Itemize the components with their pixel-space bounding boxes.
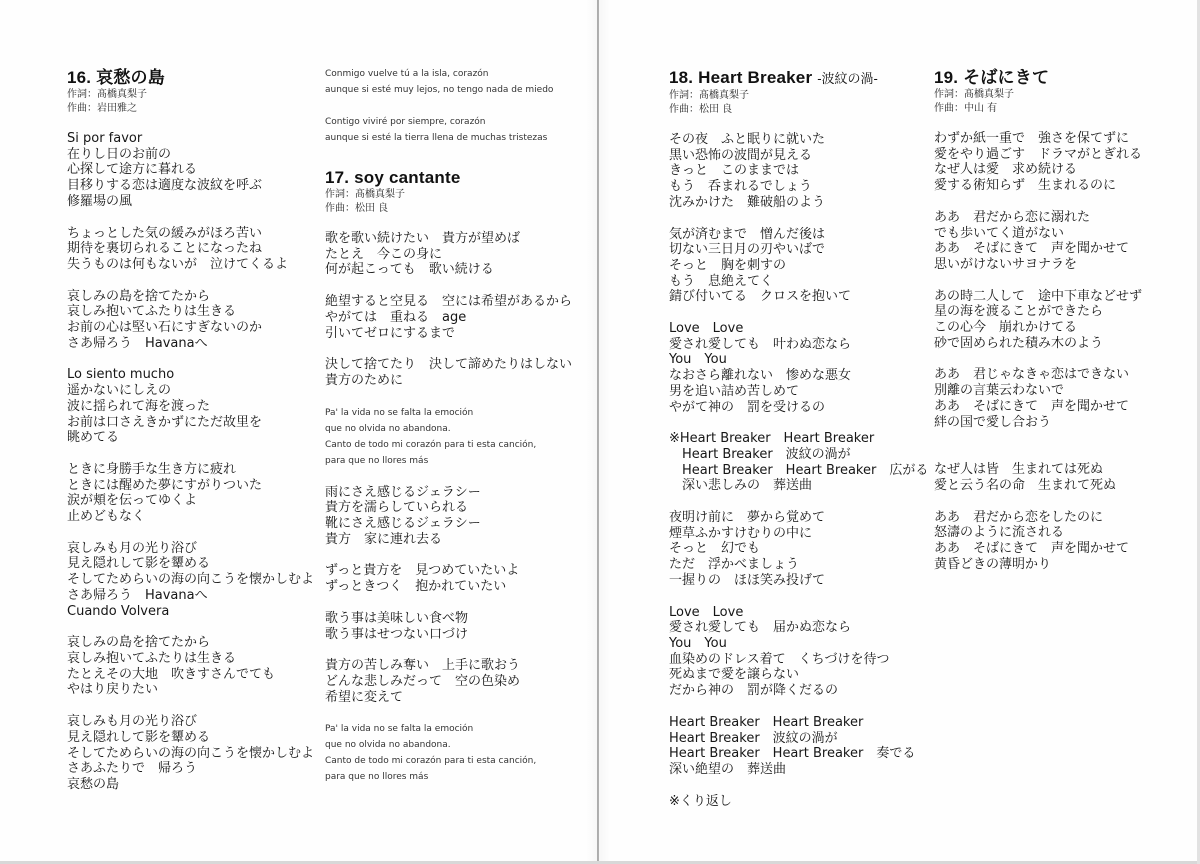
lyricist-credit: 作詞：髙橋真梨子 <box>669 90 749 101</box>
lyric-line: 修羅場の風 <box>67 193 133 209</box>
lyric-line: Heart Breaker Heart Breaker 奏でる <box>669 746 916 762</box>
lyric-line: Heart Breaker Heart Breaker 広がる <box>669 462 929 478</box>
stanza <box>325 357 585 388</box>
column-song-18 <box>669 68 929 809</box>
lyric-line: 哀しみ抱いてふたりは生きる <box>67 650 237 666</box>
song-title <box>669 68 919 89</box>
lyric-line: 深い絶望の 葬送曲 <box>669 761 787 777</box>
lyric-line: そしてためらいの海の向こうを懐かしむよ <box>67 745 315 761</box>
lyric-line: Heart Breaker 波紋の渦が <box>669 730 838 746</box>
lyricist-credit: 作詞：髙橋真梨子 <box>325 189 405 200</box>
lyric-line: やはり戻りたい <box>67 682 159 698</box>
song-subtitle: -波紋の渦- <box>817 71 878 86</box>
lyric-line: que no olvida no abandona. <box>325 740 451 751</box>
lyric-line: 哀しみ抱いてふたりは生きる <box>67 304 237 320</box>
lyric-line: その夜 ふと眠りに就いた <box>669 132 826 147</box>
lyric-line: 夜明け前に 夢から覚めて <box>669 510 826 526</box>
lyric-line: なぜ人は皆 生まれては死ぬ <box>934 462 1104 478</box>
lyric-line: そっと 幻でも <box>669 541 761 557</box>
stanza <box>67 714 315 793</box>
lyric-line: 死ぬまで愛を譲らない <box>669 667 800 683</box>
lyric-line: Heart Breaker 波紋の渦が <box>669 446 851 462</box>
stanza <box>934 289 1184 352</box>
stanza <box>325 114 585 146</box>
lyric-line: 歌う事はせつない口づけ <box>325 626 469 642</box>
lyrics <box>934 131 1184 572</box>
composer-credit: 作曲：松田 良 <box>669 103 733 115</box>
lyric-line: 雨にさえ感じるジェラシー <box>325 484 481 500</box>
lyric-line: なおさら離れない 惨めな悪女 <box>669 368 852 384</box>
lyric-line: para que no llores más <box>325 455 429 466</box>
stanza <box>67 635 307 698</box>
stanza <box>325 611 585 642</box>
lyric-line: たとえ 今この身に <box>325 246 443 262</box>
stanza <box>934 510 1184 573</box>
lyric-line: aunque si esté muy lejos, no tengo nada de miedo <box>325 85 554 95</box>
lyric-line: 失うものは何もないが 泣けてくるよ <box>67 256 289 272</box>
lyric-line: Cuando Volvera <box>67 603 170 619</box>
lyric-line: お前の心は堅い石にすぎないのか <box>67 320 263 336</box>
lyric-line: 貴方のために <box>325 372 404 388</box>
lyric-line: ああ 君じゃなきゃ恋はできない <box>934 367 1130 383</box>
lyric-line: 血染めのドレス着て くちづけを待つ <box>669 651 890 667</box>
lyric-line: Contigo viviré por siempre, corazón <box>325 117 486 127</box>
spanish-lyrics <box>325 405 585 469</box>
spanish-lyrics-song-16 <box>325 66 585 146</box>
song-title: 16. 哀愁の島 <box>67 68 165 87</box>
song-title-main: 18. Heart Breaker <box>669 68 813 87</box>
lyric-line: Canto de todo mi corazón para ti esta canción, <box>325 756 537 767</box>
stanza <box>669 227 919 306</box>
spanish-lyrics <box>325 721 585 785</box>
lyric-line: 哀しみも月の光り浴び <box>67 714 198 730</box>
stanza <box>669 794 919 810</box>
lyric-line: 波に揺られて海を渡った <box>67 398 211 414</box>
lyric-line: 見え隠れして影を顰める <box>67 729 211 745</box>
stanza <box>325 721 585 785</box>
lyrics <box>67 131 315 793</box>
column-song-17 <box>325 66 585 785</box>
lyric-line: ああ 君だから恋に溺れた <box>934 209 1091 225</box>
lyric-line: 在りし日のお前の <box>67 146 172 162</box>
lyric-line: ああ 君だから恋をしたのに <box>934 509 1104 525</box>
lyric-line: この心今 崩れかけてる <box>934 320 1078 336</box>
lyric-line: 見え隠れして影を顰める <box>67 556 211 572</box>
stanza <box>67 462 307 525</box>
lyric-line: 絆の国で愛し合おう <box>934 414 1052 430</box>
lyric-line: ただ 浮かべましょう <box>669 557 800 573</box>
stanza <box>669 431 929 494</box>
lyric-line: でも歩いてく道がない <box>934 225 1065 241</box>
composer-credit: 作曲：岩田雅之 <box>67 102 137 114</box>
lyric-line: 愛され愛しても 届かぬ恋なら <box>669 620 852 636</box>
lyric-line: Pa' la vida no se falta la emoción <box>325 407 474 418</box>
lyric-line: ※Heart Breaker Heart Breaker <box>669 431 875 447</box>
lyric-line: Lo siento mucho <box>67 367 175 383</box>
lyric-line: だから神の 罰が降くだるの <box>669 683 839 699</box>
stanza <box>669 715 919 778</box>
lyric-line: 靴にさえ感じるジェラシー <box>325 516 481 532</box>
lyric-line: やがて神の 罰を受けるの <box>669 399 826 415</box>
lyric-line: 思いがけないサヨナラを <box>934 256 1078 272</box>
lyric-line: Conmigo vuelve tú a la isla, corazón <box>325 69 489 79</box>
lyric-line: やがては 重ねる age <box>325 309 467 325</box>
lyric-line: さあ帰ろう Havanaへ <box>67 587 208 603</box>
lyric-line: そっと 胸を刺すの <box>669 257 787 273</box>
stanza <box>325 294 585 341</box>
lyric-line: 深い悲しみの 葬送曲 <box>669 478 813 494</box>
stanza <box>669 132 919 211</box>
stanza <box>325 405 585 469</box>
lyric-line: さあ帰ろう Havanaへ <box>67 335 208 351</box>
lyric-line: ああ そばにきて 声を聞かせて <box>934 241 1130 257</box>
lyric-line: お前は口さえきかずにただ故里を <box>67 414 263 430</box>
lyric-line: もう 息絶えてく <box>669 273 774 289</box>
song-title: 17. soy cantante <box>325 168 461 187</box>
lyric-line: ときに身勝手な生き方に疲れ <box>67 461 237 477</box>
lyric-line: 切ない三日月の刃やいばで <box>669 242 826 258</box>
lyric-line: You You <box>669 352 727 368</box>
lyric-line: ああ そばにきて 声を聞かせて <box>934 541 1130 557</box>
lyric-line: たとえその大地 吹きすさんでても <box>67 666 276 682</box>
lyric-line: ちょっとした気の緩みがほろ苦い <box>67 225 263 241</box>
lyric-line: あの時二人して 途中下車などせず <box>934 288 1143 304</box>
lyric-line: どんな悲しみだって 空の色染め <box>325 673 521 689</box>
lyric-line: 涙が頬を伝ってゆくよ <box>67 493 198 509</box>
lyric-line: 煙草ふかすけむりの中に <box>669 525 813 541</box>
lyric-line: 期待を裏切られることになったね <box>67 241 263 257</box>
lyric-line: 愛をやり過ごす ドラマがとぎれる <box>934 146 1143 162</box>
lyric-line: que no olvida no abandona. <box>325 423 451 434</box>
lyric-line: Canto de todo mi corazón para ti esta canción, <box>325 439 537 450</box>
stanza <box>934 462 1184 493</box>
lyric-line: 哀愁の島 <box>67 776 120 792</box>
song-title: 19. そばにきて <box>934 68 1050 87</box>
lyric-line: 男を追い詰め苦しめて <box>669 383 800 399</box>
lyrics <box>325 231 585 389</box>
lyric-line: なぜ人は愛 求め続ける <box>934 162 1078 178</box>
lyric-line: 歌を歌い続けたい 貴方が望めば <box>325 231 521 246</box>
lyric-line: 貴方 家に連れ去る <box>325 531 443 547</box>
lyric-line: 気が済むまで 憎んだ後は <box>669 226 826 242</box>
lyric-line: Love Love <box>669 321 744 337</box>
lyric-line: 哀しみの島を捨てたから <box>67 288 211 304</box>
lyric-line: そしてためらいの海の向こうを懐かしむよ <box>67 572 315 588</box>
lyric-line: 目移りする恋は適度な波紋を呼ぶ <box>67 178 263 194</box>
lyric-line: 眺めてる <box>67 430 120 446</box>
lyric-line: さあふたりで 帰ろう <box>67 761 198 777</box>
lyric-line: ああ そばにきて 声を聞かせて <box>934 398 1130 414</box>
lyric-line: ときには醒めた夢にすがりついた <box>67 477 263 493</box>
stanza <box>325 563 585 594</box>
stanza <box>325 658 585 705</box>
lyric-line: para que no llores más <box>325 772 429 783</box>
stanza <box>934 210 1184 273</box>
lyric-line: You You <box>669 635 727 651</box>
lyric-line: 一握りの ほほ笑み投げて <box>669 572 826 588</box>
stanza <box>669 321 919 415</box>
composer-credit: 作曲：中山 有 <box>934 102 998 114</box>
lyric-line: Heart Breaker Heart Breaker <box>669 714 864 730</box>
lyric-line: 愛と云う名の命 生まれて死ぬ <box>934 477 1117 493</box>
lyric-line: 決して捨てたり 決して諦めたりはしない <box>325 357 573 373</box>
lyric-line: 哀しみも月の光り浴び <box>67 540 198 556</box>
lyricist-credit: 作詞：髙橋真梨子 <box>934 89 1014 100</box>
lyric-line: 止めどもなく <box>67 509 146 525</box>
lyric-line: 哀しみの島を捨てたから <box>67 635 211 651</box>
lyric-line: 砂で固められた積み木のよう <box>934 335 1104 351</box>
lyric-line: 引いてゼロにするまで <box>325 325 456 341</box>
lyric-line: 黒い恐怖の波間が見える <box>669 147 813 163</box>
lyric-line: 希望に変えて <box>325 689 404 705</box>
lyric-line: 黄昏どきの薄明かり <box>934 556 1052 572</box>
lyric-line: ずっと貴方を 見つめていたいよ <box>325 563 520 579</box>
lyric-line: 心探して途方に暮れる <box>67 162 198 178</box>
stanza <box>669 510 919 589</box>
stanza <box>934 367 1184 430</box>
lyric-line: 何が起こっても 歌い続ける <box>325 262 494 278</box>
lyric-line: 別離の言葉云わないで <box>934 383 1065 399</box>
lyric-line: 沈みかけた 難破船のよう <box>669 194 826 210</box>
lyric-line: 愛する術知らず 生まれるのに <box>934 178 1117 194</box>
lyric-line: 貴方の苦しみ奪い 上手に歌おう <box>325 658 521 674</box>
lyric-line: 錆び付いてる クロスを抱いて <box>669 289 852 305</box>
composer-credit: 作曲：松田 良 <box>325 202 389 214</box>
lyrics <box>325 485 585 706</box>
lyric-line: Si por favor <box>67 131 143 146</box>
stanza <box>67 540 315 620</box>
stanza <box>934 131 1184 194</box>
stanza <box>67 367 307 446</box>
lyric-line: Love Love <box>669 604 744 620</box>
lyric-line: わずか紙一重で 強さを保てずに <box>934 131 1130 146</box>
center-fold <box>597 0 599 864</box>
lyric-line: ※くり返し <box>669 793 732 809</box>
stanza <box>325 66 585 98</box>
stanza <box>325 231 585 278</box>
lyric-line: 歌う事は美味しい食べ物 <box>325 610 469 626</box>
lyric-line: 愛され愛しても 叶わぬ恋なら <box>669 336 852 352</box>
lyric-line: 貴方を濡らしていられる <box>325 500 469 516</box>
column-song-16 <box>67 68 315 793</box>
lyricist-credit: 作詞：髙橋真梨子 <box>67 89 147 100</box>
stanza <box>67 289 307 352</box>
lyric-line: きっと このままでは <box>669 163 800 179</box>
lyric-line: 遥かないにしえの <box>67 383 172 399</box>
stanza <box>325 485 585 548</box>
stanza <box>669 605 919 699</box>
lyric-line: Pa' la vida no se falta la emoción <box>325 724 474 735</box>
lyric-line: もう 呑まれるでしょう <box>669 179 812 195</box>
lyric-line: 怒濤のように流される <box>934 525 1065 541</box>
lyrics <box>669 132 929 809</box>
lyric-line: ずっときつく 抱かれていたい <box>325 579 507 595</box>
lyric-line: 星の海を渡ることができたら <box>934 304 1104 320</box>
column-song-19 <box>934 68 1184 572</box>
stanza <box>67 226 307 273</box>
lyric-line: aunque si esté la tierra llena de muchas tristezas <box>325 133 548 143</box>
lyric-line: 絶望すると空見る 空には希望があるから <box>325 294 573 310</box>
stanza <box>67 131 307 210</box>
